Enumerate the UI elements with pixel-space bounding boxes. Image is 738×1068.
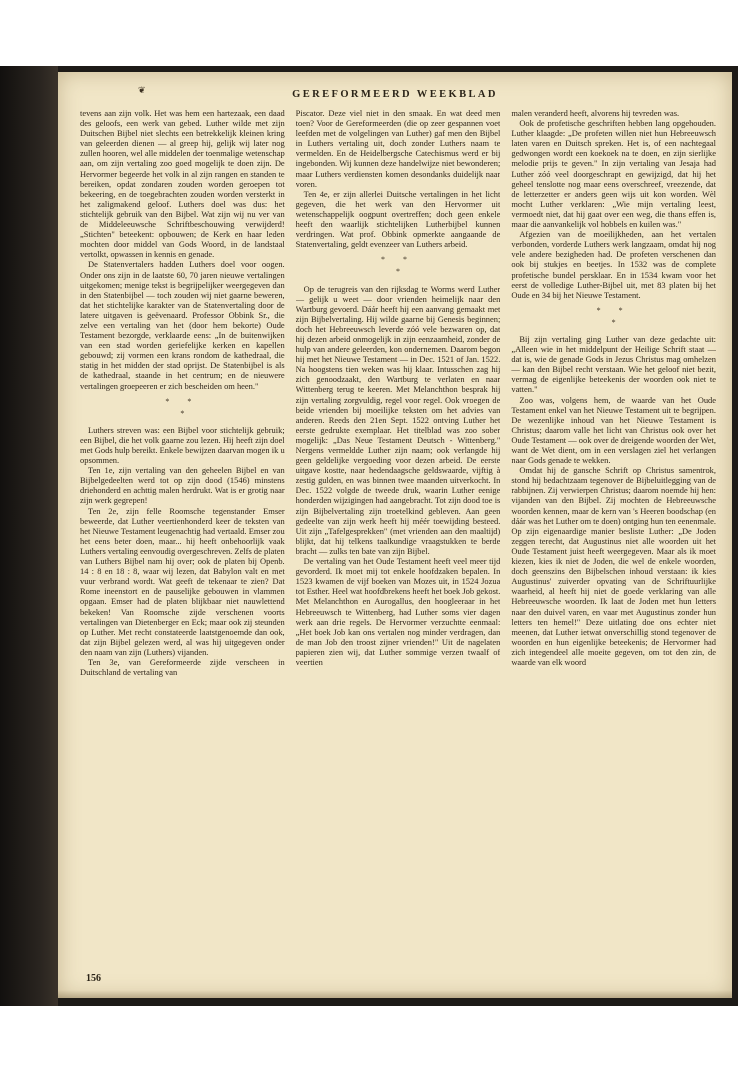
section-divider-star: * <box>396 267 400 277</box>
section-divider-star: * <box>180 408 185 418</box>
column-3 <box>511 108 716 962</box>
text-columns <box>80 108 716 962</box>
paragraph: Ten 1e, zijn vertaling van den geheelen Bijbel en van Bijbelgedeelten werd tot op zijn dood (1546) minstens driehonderd en achttig malen herdrukt. Wat is er grotig naar zijn werk gegrepen! <box>80 465 285 506</box>
section-divider-stars: * * <box>381 255 415 265</box>
paragraph: Piscator. Deze viel niet in den smaak. En wat deed men toen? Voor de Gereformeerden (die op zeer gespannen voet leefden met de volgelingen van Luther) gaf men den Bijbel in Luthers vertaling uit, doch zonder Luthers naam te vermelden. En de Heidelbergsche Catechismus werd er bij ingebonden. Wij kunnen deze handelwijze niet bewonderen; maar Luthers verdiensten komen desondanks duidelijk naar voren. <box>295 108 501 189</box>
section-divider-stars: * * <box>165 396 200 406</box>
paragraph: Op de terugreis van den rijksdag te Worms werd Luther — gelijk u weet — door vrienden heimelijk naar den Wartburg gevoerd. Dáár heeft hij een aanvang gemaakt met zijn Bijbelvertaling. Hij wilde gaarne bij Genesis beginnen; doch het Hebreeuwsch leverde zóó vele bezwaren op, dat hij dezen arbeid onmogelijk in zijn eenzaamheid, zonder de hulp van andere geleerden, kon ondernemen. Daarom begon hij met het Nieuwe Testament — in Dec. 1521 of Jan. 1522. Na hoogstens tien weken was hij klaar. Intusschen zag hij zich genoodzaakt, den Wartburg te verlaten en naar Wittenberg terug te keeren. Met Melanchthon besprak hij zijn vertaling zorgvuldig, regel voor regel. Ook vroegen de beide vrienden bij moeilijke teksten om het advies van anderen. Reeds den 21en Sept. 1522 ontving Luther het eerste gedrukte exemplaar. Het titelblad was zoo sober mogelijk: „Das Neue Testament Deutsch - Wittenberg." Nergens vermeldde Luther zijn naam; ook verlangde hij geen geldelijke vergoeding voor dezen arbeid. De eerste uitgave kostte, naar hedendaagsche geldswaarde, vijftig à zestig gulden, en was binnen twee maanden uitverkocht. In Dec. 1522 volgde de tweede druk, waarin Luther eenige honderden wijzigingen had aangebracht. Tot zijn dood toe is zijn Bijbelvertaling zijn troetelkind gebleven. Aan geen gedeelte van zijn werk heeft hij méér toewijding besteed. Uit zijn „Tafelgesprekken" (met vrienden aan den maaltijd) blijkt, dat hij telkens taalkundige vraagstukken te berde bracht — zulks ten bate van zijn Bijbel. <box>295 283 501 556</box>
page-shadow <box>58 990 732 998</box>
scanner-edge <box>0 66 58 1006</box>
running-header <box>78 84 712 100</box>
paragraph: Omdat hij de gansche Schrift op Christus samentrok, stond hij bedachtzaam tegenover de Bijbeluitlegging van de rabbijnen. Zij verwierpen Christus; daarom noemde hij hen: vijanden van den Bijbel. Zij mochten de Hebreeuwsche woorden kennen, maar de kern van 's Heeren boodschap (en dáár was het Luther om te doen) ontging hun ten eenenmale. Op zijn eigenaardige manier besliste Luther: „De Joden zeggen terecht, dat Augustinus niet alle woorden uit het Oude Testament juist heeft weergegeven. Maar als ik moet kiezen, kies ik niet de Joden, die wel de enkele woorden, doch geenszins den Bijbelschen inhoud verstaan: ik kies Augustinus' zuiverder opvating van de Schriftuurlijke waarheid, al heeft hij niet de goede verklaring van alle Hebreeuwsche woorden. Ik laat de Joden met hun letters naar den duivel varen, en vaar met Augustinus zonder hun letters ten hemel!" Deze uitlating doe ons echter niet meenen, dat Luther ietwat onverschillig stond tegenover de woorden en hun eigenlijke beteekenis; de Hervormer had zich integendeel alle moeite gegeven, om tot den zin, de waarde van elk woord <box>511 465 717 667</box>
paragraph: Luthers streven was: een Bijbel voor stichtelijk gebruik; een Bijbel, die het volk gaarne zou lezen. Hij heeft zijn doel met Gods hulp bereikt. Enkele bewijzen daarvan mogen ik u opsommen. <box>80 424 285 466</box>
paragraph: De vertaling van het Oude Testament heeft veel meer tijd gevorderd. Ik moet mij tot enkele hoofdzaken bepalen. In 1523 kwamen de vijf boeken van Mozes uit, in 1524 Jozua tot Esther. Heel wat hoofdbrekens heeft het boek Job gekost. Met Melanchthon en Aurogallus, den hoogleeraar in het Hebreeuwsch te Wittenberg, had Luther soms vier dagen werk aan drie regels. De Hervormer verzuchtte eenmaal: „Het boek Job kan ons vertalen nog minder verdragen, dan de man Job den troost zijner vrienden!" Uit de nagelaten papieren zien wij, dat Luther sommige verzen twaalf of veertien <box>295 556 501 667</box>
paragraph: tevens aan zijn volk. Het was hem een hartezaak, een daad des geloofs, een werk van gebed. Luther wilde met zijn Duitschen Bijbel niet slechts een betrekkelijk kleinen kring van geleerden dienen — al greep hij, gelijk wij later nog zullen hooren, wel alle middelen der toenmalige wetenschap aan, om zijn vertaling zoo goed mogelijk te doen zijn. De Hervormer begeerde het volk in al zijn rangen en standen te bereiken, opdat zondaren zouden worden geroepen tot bekeering, en de toegebrachten zouden worden versterkt in het zaligmakend geloof. Luthers doel was dus: het stichtelijk gebruik van den Bijbel. Wat zijn wij nu ver van de Middeleeuwsche Schriftbeschouwing verwijderd! „Stichten" beteekent: opbouwen; de Kerk en haar leden mochten door middel van Gods Woord, in de landstaal vertolkt, opwassen in kennis en genade. <box>80 108 285 260</box>
paragraph: Zoo was, volgens hem, de waarde van het Oude Testament enkel van het Nieuwe Testament uit te begrijpen. De wezenlijke inhoud van het Nieuwe Testament is Christus; daarom valle het licht van Christus ook over het Oude Testament — ook over de dreigende woorden der Wet, want de Wet dient, om in een verslagen ziel het verlangen naar Gods genade te wekken. <box>511 394 717 466</box>
paragraph: Bij zijn vertaling ging Luther van deze gedachte uit: „Alleen wie in het middelpunt der Heilige Schrift staat — dat is, wie de genade Gods in Jezus Christus mag omhelzen — kan den Bijbel recht verstaan. Wie het geloof niet bezit, vermag de eigenlijke beteekenis der woorden ook niet te vatten." <box>511 333 717 395</box>
paragraph: De Statenvertalers hadden Luthers doel voor oogen. Onder ons zijn in de laatste 60, 70 jaren nieuwe vertalingen uitgekomen; menige tekst is begrijpelijker weergegeven dan in den Statenbijbel — toch zouden wij niet gaarne beweren, dat het stichtelijke karakter van de Statenvertaling door de latere uitgaven is geëvenaard. Professor Obbink Sr., die zelve een vertaling van het (door hem bekorte) Oude Testament bezorgde, verklaarde eens: „In de buitenwijken van een stad worden geriefelijke kerken en kapellen gebouwd; zij vormen een krans rondom de kathedraal, die statig in het midden der stad oprijst. De Statenbijbel is als de kathedraal, staande in het centrum; en de nieuwere vertalingen groepeeren er zich bescheiden om heen." <box>80 259 285 391</box>
magazine-page <box>58 72 732 998</box>
section-divider-stars: * * <box>596 305 631 315</box>
page-number: 156 <box>86 973 101 984</box>
paragraph: malen veranderd heeft, alvorens hij tevreden was. <box>511 108 680 118</box>
paragraph: Ook de profetische geschriften hebben lang opgehouden. Luther klaagde: „De profeten willen niet hun Hebreeuwsch laten varen en Duitsch spreken. Het is, of een nachtegaal gedwongen wordt een koekoek na te doen, en zijn sierlijke melodie prijs te geven." In zijn vertaling van Jesaja had Luther zóó veel doorgeschrapt en gewijzigd, dat hij het geheel tenslotte nog maar eens overschreef, vreezende, dat de letterzetter er anders geen wijs uit kon worden. Wèl mocht Luther verklaren: „Wie mijn vertaling leest, vermoedt niet, dat hij gaat over een weg, die thans effen is, maar die aanvankelijk vol hobbels en kuilen was." <box>511 118 717 230</box>
column-1 <box>80 108 285 962</box>
scan-background <box>0 66 738 1006</box>
column-2 <box>296 108 501 962</box>
paragraph: Ten 2e, zijn felle Roomsche tegenstander Emser beweerde, dat Luther veertienhonderd keer de teksten van het Nieuwe Testament leugenachtig had vertaald. Emser zou het eens beter doen, maar... hij heeft onbehoorlijk vaak Luthers vertaling eenvoudig overgeschreven. Zelfs de platen van Luthers Bijbel nam hij over; ook de platen bij Openb. 14 : 8 en 18 : 8, waar wij lezen, dat Babylon valt en met vuur verbrand wordt. Wat geeft de tekenaar te zien? Dat Rome ineenstort en de pauselijke gebouwen in vlammen opgaan. Emser had de platen blijkbaar niet nauwlettend bekeken! Van Roomsche zijde verschenen voorts vertalingen van Dietenberger en Eck; maar ook zij steunden op Luther. Met recht constateerde laatstgenoemde dan ook, dat zijn Bijbel gelezen werd, al was hij uitgegeven onder den naam van zijn (Luthers) vijanden. <box>80 505 285 657</box>
header-title: GEREFORMEERD WEEKBLAD <box>292 89 498 100</box>
section-divider-star: * <box>611 317 616 327</box>
paragraph: Ten 3e, van Gereformeerde zijde verscheen in Duitschland de vertaling van <box>80 656 285 678</box>
paragraph: Ten 4e, er zijn allerlei Duitsche vertalingen in het licht gegeven, die het werk van den Hervormer uit wetenschappelijk oogpunt overtreffen; doch geen enkele heeft den waarlijk stichtelijken Lutherbijbel kunnen verdringen. Wat prof. Obbink opmerkte aangaande de Statenvertaling, geldt evenzeer van Luthers arbeid. <box>295 188 501 250</box>
header-ornament-icon: ❦ <box>138 85 146 95</box>
paragraph: Afgezien van de moeilijkheden, aan het vertalen verbonden, vorderde Luthers werk langzaam, omdat hij nog vele andere bezigheden had. De profeten verschenen dan ook bij stukjes en beetjes. In 1532 was de complete profetische bundel persklaar. En in 1534 kwam voor het eerst de volledige Luther-Bijbel uit, met 83 platen bij het Oude en 34 bij het Nieuwe Testament. <box>511 229 717 300</box>
